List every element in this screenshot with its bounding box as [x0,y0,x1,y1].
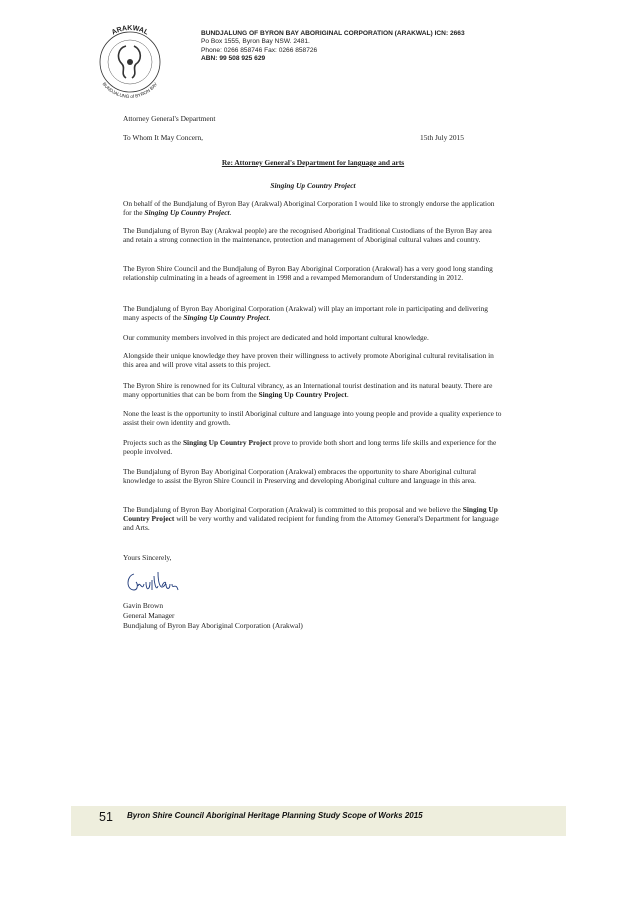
signature [124,568,184,598]
recipient: Attorney General's Department [123,114,216,123]
closing: Yours Sincerely, [123,553,172,562]
footer-title: Byron Shire Council Aboriginal Heritage Planning Study Scope of Works 2015 [127,811,423,820]
paragraph: The Bundjalung of Byron Bay (Arakwal people) are the recognised Aboriginal Traditional Custodians of the Byron Bay area and retain a strong connection in the maintenance, protection and management of Aboriginal cultural values and country. [123,226,492,245]
paragraph: The Byron Shire Council and the Bundjalung of Byron Bay Aboriginal Corporation (Arakwal) has a very good long standing relationship culminating in a heads of agreement in 1998 and a revamped Memorandum of Understanding in 2012. [123,264,493,283]
paragraph: Our community members involved in this project are dedicated and hold important cultural knowledge. [123,333,429,342]
signer-name: Gavin Brown [123,601,164,610]
org-address: Po Box 1555, Byron Bay NSW. 2481. [201,38,310,46]
arakwal-logo [86,18,174,102]
paragraph: The Bundjalung of Byron Bay Aboriginal Corporation (Arakwal) embraces the opportunity to share Aboriginal cultural knowledge to assist the Byron Shire Council in Preserving and developing Aboriginal culture and language in this area. [123,467,477,486]
paragraph: On behalf of the Bundjalung of Byron Bay (Arakwal) Aboriginal Corporation I would like to strongly endorse the application for the Singing Up Country Project. [123,199,495,218]
org-name: BUNDJALUNG OF BYRON BAY ABORIGINAL CORPORATION (ARAKWAL) ICN: 2663 [201,30,465,37]
page-number: 51 [99,810,113,824]
logo-ring-top: ARAKWAL [110,24,150,37]
letter-subject: Re: Attorney General's Department for language and arts [221,158,405,167]
paragraph: The Bundjalung of Byron Bay Aboriginal Corporation (Arakwal) is committed to this proposal and we believe the Singing Up Country Project will be very worthy and validated recipient for funding from the Attorney General's Department for language and Arts. [123,505,499,533]
paragraph: The Byron Shire is renowned for its Cultural vibrancy, as an International tourist destination and its natural beauty. There are many opportunities that can be born from the Singing Up Country Project. [123,381,493,400]
logo-ring-bottom: BUNDJALUNG of BYRON BAY [101,81,159,100]
project-heading: Singing Up Country Project [270,181,356,190]
signer-title: General Manager [123,611,175,620]
org-abn: ABN: 99 508 925 629 [201,55,266,63]
org-phone: Phone: 0266 858746 Fax: 0266 858726 [201,46,318,54]
paragraph: Alongside their unique knowledge they have proven their willingness to actively promote Aboriginal cultural revitalisation in this area and will prove vital assets to this project. [123,351,494,370]
paragraph: Projects such as the Singing Up Country Project prove to provide both short and long terms life skills and experience for the people involved. [123,438,497,457]
paragraph: The Bundjalung of Byron Bay Aboriginal Corporation (Arakwal) will play an important role in participating and delivering many aspects of the Singing Up Country Project. [123,304,488,323]
letter-date: 15th July 2015 [420,133,464,142]
page-footer [71,806,566,836]
svg-text:ARAKWAL [111,25,150,37]
salutation: To Whom It May Concern, [123,133,204,142]
letterhead-block [201,30,465,64]
paragraph: None the least is the opportunity to instil Aboriginal culture and language into young people and provide a quality experience to assist their own identity and growth. [123,409,502,428]
signer-org: Bundjalung of Byron Bay Aboriginal Corporation (Arakwal) [123,621,303,630]
